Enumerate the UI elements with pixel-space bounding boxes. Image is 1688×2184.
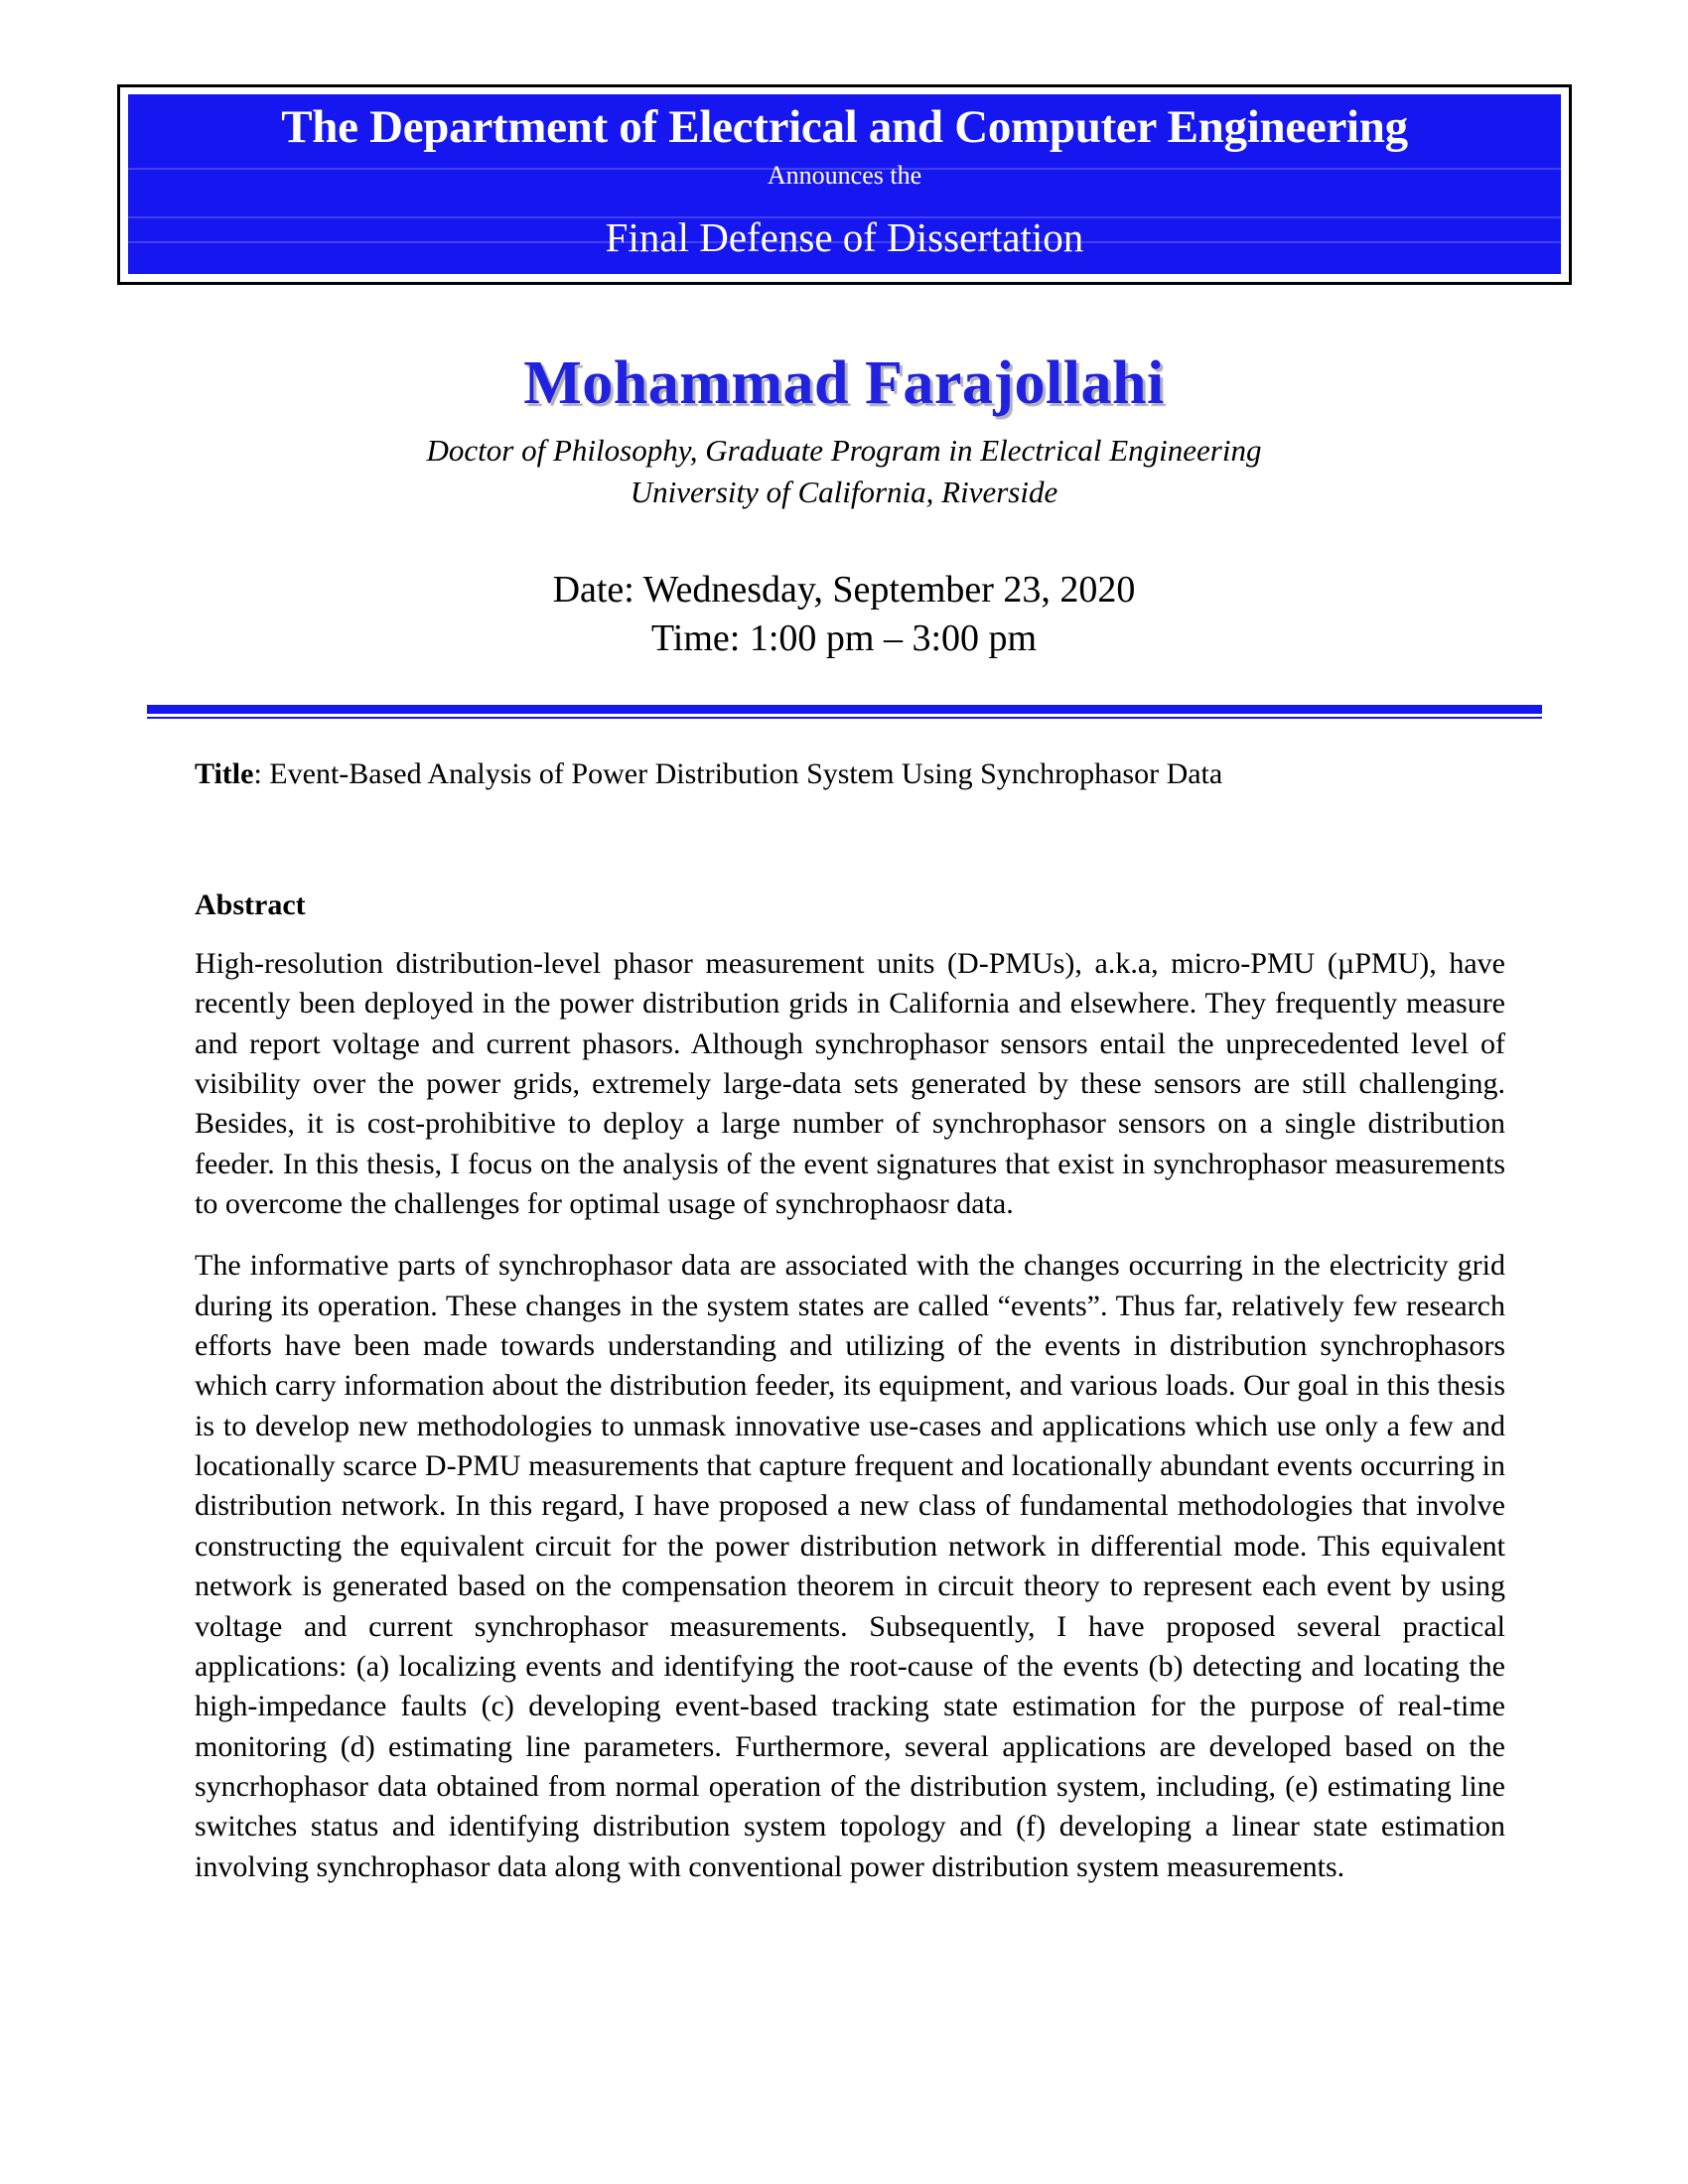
- abstract-heading: Abstract: [195, 888, 306, 921]
- banner-inner: [128, 94, 1561, 274]
- divider-thick-bar: [147, 705, 1542, 714]
- defense-date: Date: Wednesday, September 23, 2020: [552, 569, 1136, 611]
- dissertation-title-text: Event-Based Analysis of Power Distribution System Using Synchrophasor Data: [269, 757, 1223, 790]
- announcement-banner: [117, 84, 1572, 285]
- defense-time: Time: 1:00 pm – 3:00 pm: [650, 616, 1038, 659]
- abstract-paragraph-1: High-resolution distribution-level phasor measurement units (D-PMUs), a.k.a, micro-PMU (µPMU), have recently been deployed in the power distribution grids in California and elsewhere. They frequently measure and report voltage and current phasors. Although synchrophasor sensors entail the unprecedented level of visibility over the power grids, extremely large-data sets generated by these sensors are still challenging. Besides, it is cost-prohibitive to deploy a large number of synchrophasor sensors on a single distribution feeder. In this thesis, I focus on the analysis of the event signatures that exist in synchrophasor measurements to overcome the challenges for optimal usage of synchrophaosr data.: [195, 947, 1505, 1221]
- schedule-block: [0, 566, 1688, 662]
- divider-thin-bar: [147, 717, 1542, 719]
- department-title: The Department of Electrical and Computer Engineering: [281, 101, 1408, 153]
- dissertation-title-separator: :: [253, 757, 270, 790]
- candidate-degree: Doctor of Philosophy, Graduate Program in Electrical Engineering: [426, 433, 1262, 468]
- document-body: [195, 754, 1505, 1887]
- abstract-paragraph-2: The informative parts of synchrophasor data are associated with the changes occurring in the electricity grid during its operation. These changes in the system states are called “events”. Thus far, relatively few research efforts have been made towards understanding and utilizing of the events in distribution synchrophasors which carry information about the distribution feeder, its equipment, and various loads. Our goal in this thesis is to develop new methodologies to unmask innovative use-cases and applications which use only a few and locationally scarce D-PMU measurements that capture frequent and locationally abundant events occurring in distribution network. In this regard, I have proposed a new class of fundamental methodologies that involve constructing the equivalent circuit for the power distribution network in differential mode. This equivalent network is generated based on the compensation theorem in circuit theory to represent each event by using voltage and current synchrophasor measurements. Subsequently, I have proposed several practical applications: (a) localizing events and identifying the root-cause of the events (b) detecting and locating the high-impedance faults (c) developing event-based tracking state estimation for the purpose of real-time monitoring (d) estimating line parameters. Furthermore, several applications are developed based on the syncrhophasor data obtained from normal operation of the distribution system, including, (e) estimating line switches status and identifying distribution system topology and (f) developing a linear state estimation involving synchrophasor data along with conventional power distribution system measurements.: [195, 1249, 1505, 1883]
- section-divider: [147, 705, 1542, 719]
- candidate-university: University of California, Riverside: [630, 475, 1058, 509]
- event-title: Final Defense of Dissertation: [605, 213, 1084, 260]
- dissertation-title-line: [195, 754, 1505, 793]
- candidate-name: Mohammad Farajollahi: [523, 349, 1165, 417]
- dissertation-title-label: Title: [195, 757, 254, 790]
- announces-text: Announces the: [767, 160, 922, 190]
